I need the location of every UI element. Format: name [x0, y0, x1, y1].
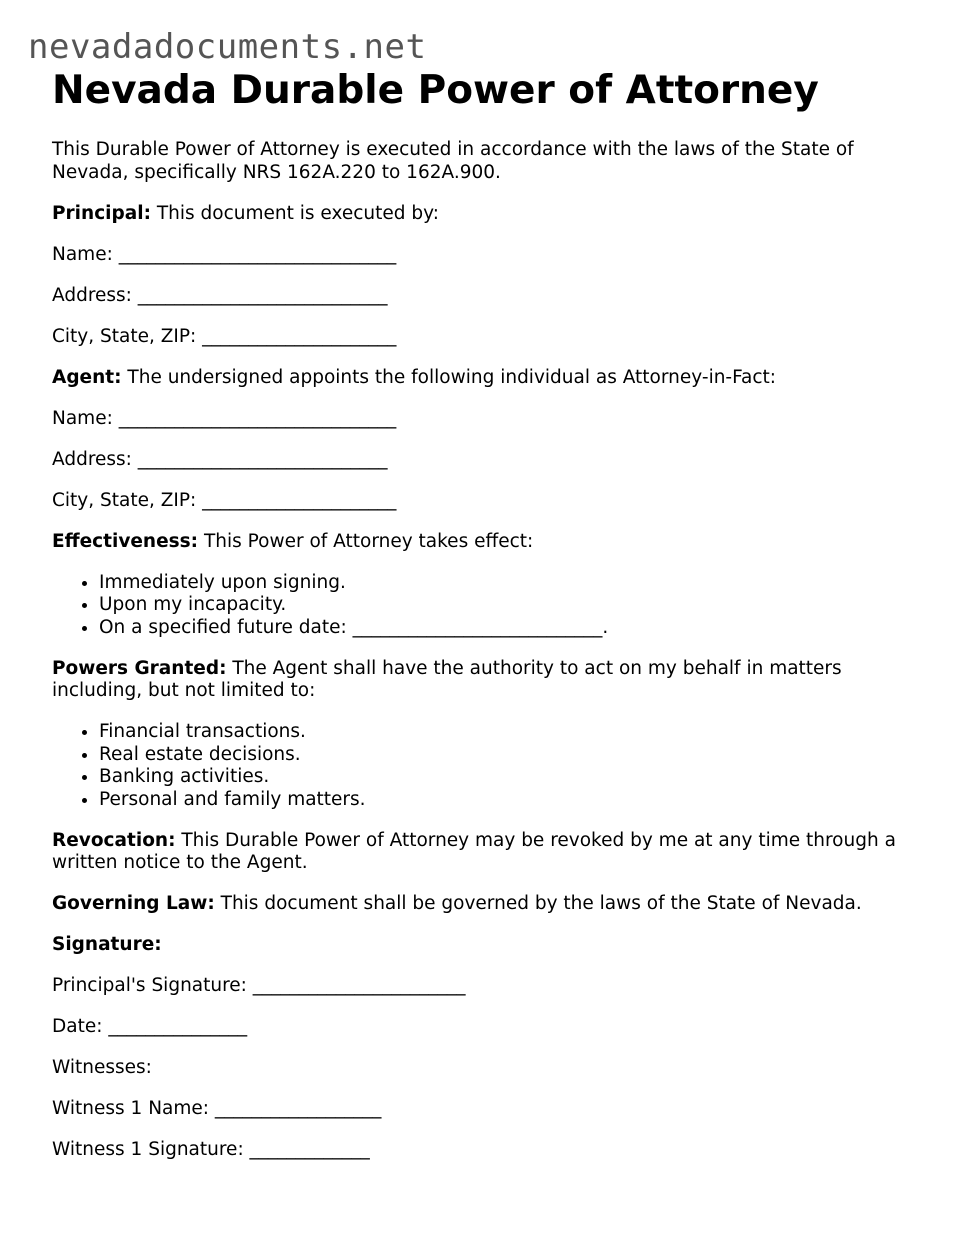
- document-body: [52, 68, 902, 1162]
- powers-section: [52, 658, 902, 703]
- agent-name-field[interactable]: Name: ______________________________: [52, 407, 397, 429]
- intro-paragraph: This Durable Power of Attorney is executed in accordance with the laws of the State of Nevada, specifically NRS 162A.220 to 162A.900.: [52, 139, 854, 183]
- revocation-section: [52, 830, 902, 875]
- agent-city-field[interactable]: City, State, ZIP: _____________________: [52, 489, 397, 511]
- document-title: Nevada Durable Power of Attorney: [52, 68, 819, 113]
- agent-address-field[interactable]: Address: ___________________________: [52, 448, 388, 470]
- list-item: • Upon my incapacity.: [99, 594, 902, 617]
- revocation-text: This Durable Power of Attorney may be revoked by me at any time through a written notice to the Agent.: [52, 829, 896, 873]
- effectiveness-heading: Effectiveness:: [52, 530, 199, 552]
- powers-list: [52, 721, 902, 811]
- governing-law-heading: Governing Law:: [52, 893, 215, 914]
- principal-address-field[interactable]: Address: ___________________________: [52, 284, 388, 306]
- powers-text: The Agent shall have the authority to act on my behalf in matters including, but not limited to:: [52, 657, 842, 701]
- governing-law-text: This document shall be governed by the laws of the State of Nevada.: [214, 893, 862, 914]
- agent-text: The undersigned appoints the following individual as Attorney-in-Fact:: [121, 366, 777, 388]
- list-item[interactable]: • On a specified future date: ___________________________.: [99, 617, 902, 640]
- witness1-name-field[interactable]: Witness 1 Name: __________________: [52, 1098, 382, 1119]
- list-item: • Immediately upon signing.: [99, 572, 902, 595]
- principal-text: This document is executed by:: [150, 202, 439, 224]
- list-item: • Real estate decisions.: [99, 744, 902, 767]
- witnesses-label: Witnesses:: [52, 1057, 152, 1078]
- signature-heading: Signature:: [52, 934, 162, 955]
- effectiveness-section: [52, 531, 902, 554]
- effectiveness-text: This Power of Attorney takes effect:: [198, 530, 534, 552]
- watermark: nevadadocuments.net: [28, 27, 427, 67]
- principal-heading: Principal:: [52, 202, 151, 224]
- witness1-signature-field[interactable]: Witness 1 Signature: _____________: [52, 1139, 370, 1160]
- list-item: • Financial transactions.: [99, 721, 902, 744]
- agent-section: [52, 367, 902, 390]
- list-item: • Banking activities.: [99, 766, 902, 789]
- principal-signature-field[interactable]: Principal's Signature: _______________________: [52, 975, 466, 996]
- agent-heading: Agent:: [52, 366, 122, 388]
- effectiveness-options: [52, 572, 902, 640]
- principal-city-field[interactable]: City, State, ZIP: _____________________: [52, 325, 397, 347]
- principal-section: [52, 203, 902, 226]
- principal-name-field[interactable]: Name: ______________________________: [52, 243, 397, 265]
- date-field[interactable]: Date: _______________: [52, 1016, 248, 1037]
- list-item: • Personal and family matters.: [99, 789, 902, 812]
- revocation-heading: Revocation:: [52, 829, 176, 851]
- governing-law-section: [52, 893, 902, 916]
- powers-heading: Powers Granted:: [52, 657, 227, 679]
